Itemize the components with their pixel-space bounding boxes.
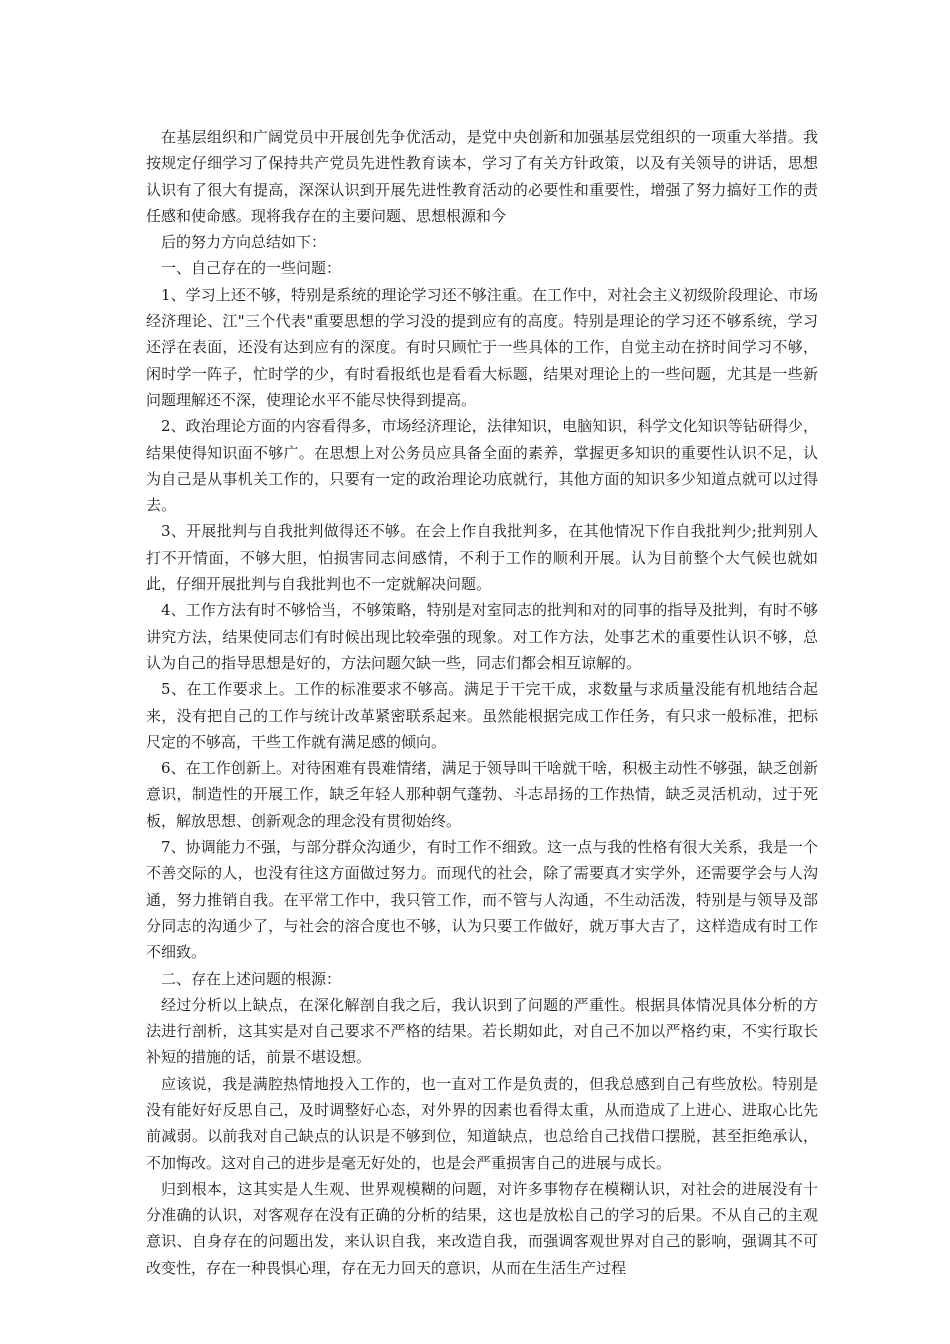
paragraph-intro: 在基层组织和广阔党员中开展创先争优活动，是党中央创新和加强基层党组织的一项重大举措。我按规定仔细学习了保持共产党员先进性教育读本，学习了有关方针政策，以及有关领导的讲话，思想认识有了很大有提高，深深认识到开展先进性教育活动的必要性和重要性，增强了努力搞好工作的责任感和使命感。现将我存在的主要问题、思想根源和今 (146, 128, 818, 225)
paragraph-problem-6: 6、在工作创新上。对待困难有畏难情绪，满足于领导叫干啥就干啥，积极主动性不够强，缺乏创新意识，制造性的开展工作，缺乏年轻人那种朝气蓬勃、斗志昂扬的工作热情，缺乏灵活机动，过于死板，解放思想、创新观念的理念没有贯彻始终。 (146, 759, 818, 830)
document-body (146, 124, 818, 1281)
paragraph-problem-4: 4、工作方法有时不够恰当，不够策略，特别是对室同志的批判和对的同事的指导及批判，有时不够讲究方法，结果使同志们有时候出现比较牵强的现象。对工作方法，处事艺术的重要性认识不够，总认为自己的指导思想是好的，方法问题欠缺一些，同志们都会相互谅解的。 (146, 601, 818, 672)
section-heading-problems: 一、自己存在的一些问题： (161, 259, 342, 278)
paragraph-problem-5: 5、在工作要求上。工作的标准要求不够高。满足于干完干成，求数量与求质量没能有机地结合起来，没有把自己的工作与统计改革紧密联系起来。虽然能根据完成工作任务，有只求一般标准，把标尺定的不够高，干些工作就有满足感的倾向。 (146, 680, 818, 751)
paragraph-problem-7: 7、协调能力不强，与部分群众沟通少，有时工作不细致。这一点与我的性格有很大关系，我是一个不善交际的人，也没有往这方面做过努力。而现代的社会，除了需要真才实学外，还需要学会与人沟通，努力推销自我。在平常工作中，我只管工作，而不管与人沟通，不生动活泼，特别是与领导及部分同志的沟通少了，与社会的溶合度也不够，认为只要工作做好，就万事大吉了，这样造成有时工作不细致。 (146, 838, 818, 962)
paragraph-root-analysis: 经过分析以上缺点，在深化解剖自我之后，我认识到了问题的严重性。根据具体情况具体分析的方法进行剖析，这其实是对自己要求不严格的结果。若长期如此，对自己不加以严格约束，不实行取长补短的措施的话，前景不堪设想。 (146, 995, 818, 1067)
paragraph-problem-2: 2、政治理论方面的内容看得多，市场经济理论，法律知识，电脑知识，科学文化知识等钻研得少，结果使得知识面不够广。在思想上对公务员应具备全面的素养，掌握更多知识的重要性认识不足，认为自己是从事机关工作的，只要有一定的政治理论功底就行，其他方面的知识多少知道点就可以过得去。 (146, 417, 818, 515)
paragraph-problem-3: 3、开展批判与自我批判做得还不够。在会上作自我批判多，在其他情况下作自我批判少;批判别人打不开情面，不够大胆，怕损害同志间感情，不利于工作的顺利开展。认为目前整个大气候也就如此，仔细开展批判与自我批判也不一定就解决问题。 (146, 522, 818, 594)
paragraph-intro-continued: 后的努力方向总结如下： (161, 233, 327, 252)
paragraph-root-worldview: 归到根本，这其实是人生观、世界观模糊的问题，对许多事物存在模糊认识，对社会的进展没有十分准确的认识，对客观存在没有正确的分析的结果，这也是放松自己的学习的后果。不从自己的主观意识、自身存在的问题出发，来认识自我，来改造自我，而强调客观世界对自己的影响，强调其不可改变性，存在一种畏惧心理，存在无力回天的意识，从而在生活生产过程 (146, 1179, 818, 1277)
paragraph-root-attitude: 应该说，我是满腔热情地投入工作的，也一直对工作是负责的，但我总感到自己有些放松。特别是没有能好好反思自己，及时调整好心态，对外界的因素也看得太重，从而造成了上进心、进取心比先前减弱。以前我对自己缺点的认识是不够到位，知道缺点，也总给自己找借口摆脱，甚至拒绝承认，不加悔改。这对自己的进步是毫无好处的，也是会严重损害自己的进展与成长。 (146, 1074, 818, 1172)
paragraph-problem-1: 1、学习上还不够，特别是系统的理论学习还不够注重。在工作中，对社会主义初级阶段理论、市场经济理论、江"三个代表"重要思想的学习没的提到应有的高度。特别是理论的学习还不够系统，学习还浮在表面，还没有达到应有的深度。有时只顾忙于一些具体的工作，自觉主动在挤时间学习不够，闲时学一阵子，忙时学的少，有时看报纸也是看看大标题，结果对理论上的一些问题，尤其是一些新问题理解还不深，使理论水平不能尽快得到提高。 (146, 285, 818, 409)
section-heading-roots: 二、存在上述问题的根源： (161, 969, 342, 988)
